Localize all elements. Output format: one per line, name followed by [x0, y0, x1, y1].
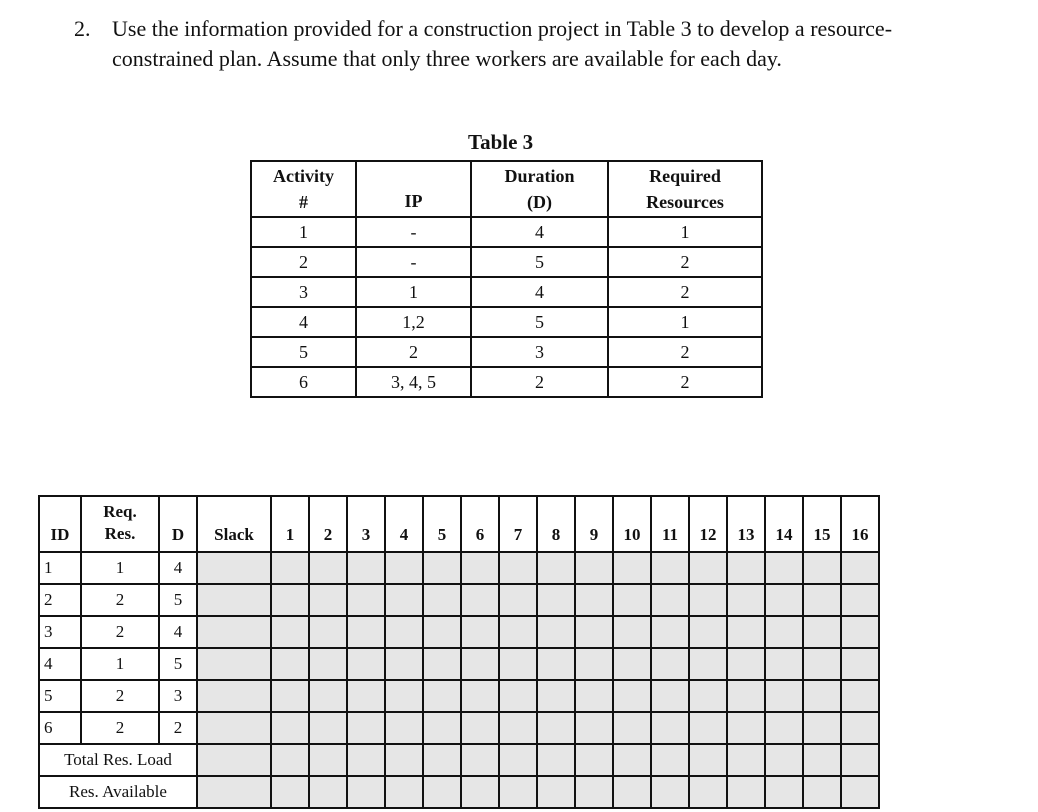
- resources-cell: 2: [608, 367, 762, 397]
- day-cell[interactable]: [803, 552, 841, 584]
- day-cell[interactable]: [309, 680, 347, 712]
- duration-cell: 5: [471, 307, 608, 337]
- day-cell[interactable]: [423, 776, 461, 808]
- day-cell[interactable]: [651, 616, 689, 648]
- resources-cell: 2: [608, 247, 762, 277]
- day-cell[interactable]: [537, 680, 575, 712]
- header-d: D: [159, 496, 197, 552]
- day-cell[interactable]: [613, 680, 651, 712]
- day-cell[interactable]: [727, 744, 765, 776]
- day-cell[interactable]: [309, 648, 347, 680]
- day-cell[interactable]: [575, 776, 613, 808]
- header-resources-line1: Required: [649, 166, 721, 186]
- duration-cell: 2: [471, 367, 608, 397]
- header-day-7: 7: [499, 496, 537, 552]
- day-cell[interactable]: [461, 584, 499, 616]
- day-cell[interactable]: [423, 552, 461, 584]
- total-load-row-label: Total Res. Load: [39, 744, 197, 776]
- header-day-5: 5: [423, 496, 461, 552]
- header-day-13: 13: [727, 496, 765, 552]
- ip-cell: -: [356, 247, 471, 277]
- day-cell[interactable]: [537, 552, 575, 584]
- table3-row: [251, 277, 762, 307]
- day-cell[interactable]: [689, 744, 727, 776]
- day-cell[interactable]: [575, 552, 613, 584]
- slack-cell[interactable]: [197, 584, 271, 616]
- id-cell: 1: [39, 552, 81, 584]
- header-ip-label: IP: [404, 191, 423, 211]
- day-cell[interactable]: [575, 616, 613, 648]
- day-cell[interactable]: [537, 584, 575, 616]
- day-cell[interactable]: [499, 712, 537, 744]
- day-cell[interactable]: [651, 680, 689, 712]
- day-cell[interactable]: [803, 744, 841, 776]
- day-cell[interactable]: [765, 712, 803, 744]
- activity-cell: 5: [251, 337, 356, 367]
- day-cell[interactable]: [651, 744, 689, 776]
- schedule-row: [39, 552, 879, 584]
- day-cell[interactable]: [423, 616, 461, 648]
- day-cell[interactable]: [575, 712, 613, 744]
- table3-row: [251, 217, 762, 247]
- table3-caption: Table 3: [468, 130, 534, 154]
- day-cell[interactable]: [651, 712, 689, 744]
- day-cell[interactable]: [423, 584, 461, 616]
- day-cell[interactable]: [841, 584, 879, 616]
- day-cell[interactable]: [385, 712, 423, 744]
- day-cell[interactable]: [385, 744, 423, 776]
- header-day-1: 1: [271, 496, 309, 552]
- day-cell[interactable]: [841, 680, 879, 712]
- slack-cell[interactable]: [197, 776, 271, 808]
- day-cell[interactable]: [271, 584, 309, 616]
- activity-cell: 4: [251, 307, 356, 337]
- day-cell[interactable]: [651, 776, 689, 808]
- day-cell[interactable]: [841, 616, 879, 648]
- day-cell[interactable]: [499, 680, 537, 712]
- day-cell[interactable]: [765, 584, 803, 616]
- header-day-6: 6: [461, 496, 499, 552]
- header-id: ID: [39, 496, 81, 552]
- day-cell[interactable]: [499, 552, 537, 584]
- day-cell[interactable]: [461, 680, 499, 712]
- day-cell[interactable]: [347, 712, 385, 744]
- day-cell[interactable]: [347, 552, 385, 584]
- day-cell[interactable]: [727, 712, 765, 744]
- day-cell[interactable]: [271, 776, 309, 808]
- slack-cell[interactable]: [197, 648, 271, 680]
- day-cell[interactable]: [461, 552, 499, 584]
- day-cell[interactable]: [347, 616, 385, 648]
- day-cell[interactable]: [271, 648, 309, 680]
- slack-cell[interactable]: [197, 744, 271, 776]
- day-cell[interactable]: [803, 776, 841, 808]
- duration-cell: 4: [159, 552, 197, 584]
- day-cell[interactable]: [537, 776, 575, 808]
- slack-cell[interactable]: [197, 712, 271, 744]
- day-cell[interactable]: [271, 552, 309, 584]
- day-cell[interactable]: [385, 776, 423, 808]
- day-cell[interactable]: [613, 616, 651, 648]
- resources-cell: 2: [608, 337, 762, 367]
- day-cell[interactable]: [385, 552, 423, 584]
- day-cell[interactable]: [651, 584, 689, 616]
- activity-cell: 1: [251, 217, 356, 247]
- day-cell[interactable]: [689, 648, 727, 680]
- req-res-cell: 2: [81, 712, 159, 744]
- day-cell[interactable]: [651, 648, 689, 680]
- header-day-16: 16: [841, 496, 879, 552]
- day-cell[interactable]: [347, 584, 385, 616]
- activity-cell: 2: [251, 247, 356, 277]
- ip-cell: 2: [356, 337, 471, 367]
- day-cell[interactable]: [841, 776, 879, 808]
- req-res-cell: 2: [81, 680, 159, 712]
- duration-cell: 3: [471, 337, 608, 367]
- id-cell: 2: [39, 584, 81, 616]
- header-day-9: 9: [575, 496, 613, 552]
- duration-cell: 4: [471, 217, 608, 247]
- req-res-cell: 2: [81, 584, 159, 616]
- problem-text: Use the information provided for a construction project in Table 3 to develop a resource-constrained plan. Assume that only three workers are available for each day.: [112, 16, 893, 71]
- activity-table: [250, 160, 763, 398]
- total-load-row: [39, 744, 879, 776]
- day-cell[interactable]: [613, 648, 651, 680]
- day-cell[interactable]: [613, 744, 651, 776]
- duration-cell: 4: [471, 277, 608, 307]
- problem-number: 2.: [74, 16, 91, 41]
- resources-cell: 1: [608, 307, 762, 337]
- header-activity-line2: #: [299, 192, 308, 212]
- day-cell[interactable]: [499, 744, 537, 776]
- day-cell[interactable]: [385, 648, 423, 680]
- day-cell[interactable]: [841, 648, 879, 680]
- day-cell[interactable]: [309, 776, 347, 808]
- duration-cell: 5: [159, 648, 197, 680]
- req-res-cell: 1: [81, 552, 159, 584]
- day-cell[interactable]: [803, 616, 841, 648]
- day-cell[interactable]: [271, 744, 309, 776]
- day-cell[interactable]: [537, 744, 575, 776]
- day-cell[interactable]: [689, 552, 727, 584]
- day-cell[interactable]: [689, 584, 727, 616]
- activity-cell: 6: [251, 367, 356, 397]
- header-resources-line2: Resources: [646, 192, 724, 212]
- table3-row: [251, 337, 762, 367]
- schedule-row: [39, 616, 879, 648]
- header-resources: [608, 161, 762, 217]
- day-cell[interactable]: [727, 776, 765, 808]
- header-slack: Slack: [197, 496, 271, 552]
- ip-cell: -: [356, 217, 471, 247]
- duration-cell: 2: [159, 712, 197, 744]
- id-cell: 5: [39, 680, 81, 712]
- day-cell[interactable]: [347, 648, 385, 680]
- header-duration-line1: Duration: [504, 166, 575, 186]
- res-available-row-label: Res. Available: [39, 776, 197, 808]
- ip-cell: 1,2: [356, 307, 471, 337]
- day-cell[interactable]: [461, 648, 499, 680]
- header-day-10: 10: [613, 496, 651, 552]
- header-day-15: 15: [803, 496, 841, 552]
- table3-row: [251, 307, 762, 337]
- schedule-row: [39, 680, 879, 712]
- day-cell[interactable]: [765, 744, 803, 776]
- day-cell[interactable]: [461, 712, 499, 744]
- header-day-11: 11: [651, 496, 689, 552]
- slack-cell[interactable]: [197, 680, 271, 712]
- day-cell[interactable]: [803, 584, 841, 616]
- day-cell[interactable]: [309, 552, 347, 584]
- header-day-14: 14: [765, 496, 803, 552]
- activity-cell: 3: [251, 277, 356, 307]
- slack-cell[interactable]: [197, 552, 271, 584]
- req-res-cell: 1: [81, 648, 159, 680]
- day-cell[interactable]: [309, 712, 347, 744]
- header-req-res: [81, 496, 159, 552]
- day-cell[interactable]: [309, 744, 347, 776]
- day-cell[interactable]: [537, 616, 575, 648]
- day-cell[interactable]: [499, 648, 537, 680]
- day-cell[interactable]: [271, 712, 309, 744]
- day-cell[interactable]: [385, 680, 423, 712]
- id-cell: 6: [39, 712, 81, 744]
- day-cell[interactable]: [461, 776, 499, 808]
- day-cell[interactable]: [423, 680, 461, 712]
- day-cell[interactable]: [613, 584, 651, 616]
- day-cell[interactable]: [347, 744, 385, 776]
- table3-row: [251, 247, 762, 277]
- day-cell[interactable]: [613, 552, 651, 584]
- ip-cell: 3, 4, 5: [356, 367, 471, 397]
- day-cell[interactable]: [461, 744, 499, 776]
- day-cell[interactable]: [765, 648, 803, 680]
- day-cell[interactable]: [841, 712, 879, 744]
- day-cell[interactable]: [765, 552, 803, 584]
- day-cell[interactable]: [385, 616, 423, 648]
- day-cell[interactable]: [841, 744, 879, 776]
- day-cell[interactable]: [575, 744, 613, 776]
- duration-cell: 4: [159, 616, 197, 648]
- day-cell[interactable]: [651, 552, 689, 584]
- day-cell[interactable]: [575, 584, 613, 616]
- day-cell[interactable]: [613, 776, 651, 808]
- day-cell[interactable]: [499, 584, 537, 616]
- day-cell[interactable]: [727, 680, 765, 712]
- id-cell: 3: [39, 616, 81, 648]
- day-cell[interactable]: [689, 712, 727, 744]
- day-cell[interactable]: [727, 552, 765, 584]
- day-cell[interactable]: [575, 648, 613, 680]
- schedule-row: [39, 584, 879, 616]
- header-activity: [251, 161, 356, 217]
- resources-cell: 2: [608, 277, 762, 307]
- req-res-cell: 2: [81, 616, 159, 648]
- day-cell[interactable]: [689, 680, 727, 712]
- day-cell[interactable]: [309, 616, 347, 648]
- day-cell[interactable]: [423, 648, 461, 680]
- day-cell[interactable]: [347, 776, 385, 808]
- day-cell[interactable]: [575, 680, 613, 712]
- day-cell[interactable]: [689, 616, 727, 648]
- day-cell[interactable]: [727, 584, 765, 616]
- day-cell[interactable]: [841, 552, 879, 584]
- day-cell[interactable]: [613, 712, 651, 744]
- day-cell[interactable]: [347, 680, 385, 712]
- schedule-grid: [38, 495, 880, 809]
- day-cell[interactable]: [271, 616, 309, 648]
- day-cell[interactable]: [727, 616, 765, 648]
- day-cell[interactable]: [803, 712, 841, 744]
- header-day-2: 2: [309, 496, 347, 552]
- day-cell[interactable]: [689, 776, 727, 808]
- table3-row: [251, 367, 762, 397]
- header-day-4: 4: [385, 496, 423, 552]
- ip-cell: 1: [356, 277, 471, 307]
- day-cell[interactable]: [803, 648, 841, 680]
- header-day-12: 12: [689, 496, 727, 552]
- header-day-8: 8: [537, 496, 575, 552]
- day-cell[interactable]: [499, 776, 537, 808]
- id-cell: 4: [39, 648, 81, 680]
- slack-cell[interactable]: [197, 616, 271, 648]
- day-cell[interactable]: [765, 680, 803, 712]
- schedule-row: [39, 648, 879, 680]
- day-cell[interactable]: [271, 680, 309, 712]
- day-cell[interactable]: [461, 616, 499, 648]
- resources-cell: 1: [608, 217, 762, 247]
- day-cell[interactable]: [803, 680, 841, 712]
- header-duration-line2: (D): [527, 192, 552, 212]
- res-available-row: [39, 776, 879, 808]
- day-cell[interactable]: [423, 744, 461, 776]
- header-activity-line1: Activity: [273, 166, 334, 186]
- header-day-3: 3: [347, 496, 385, 552]
- day-cell[interactable]: [727, 648, 765, 680]
- day-cell[interactable]: [765, 616, 803, 648]
- duration-cell: 3: [159, 680, 197, 712]
- day-cell[interactable]: [499, 616, 537, 648]
- duration-cell: 5: [471, 247, 608, 277]
- day-cell[interactable]: [385, 584, 423, 616]
- day-cell[interactable]: [537, 712, 575, 744]
- duration-cell: 5: [159, 584, 197, 616]
- schedule-row: [39, 712, 879, 744]
- day-cell[interactable]: [309, 584, 347, 616]
- header-req-line1: Req.: [103, 502, 137, 521]
- day-cell[interactable]: [423, 712, 461, 744]
- day-cell[interactable]: [537, 648, 575, 680]
- header-req-line2: Res.: [104, 524, 136, 543]
- header-duration: [471, 161, 608, 217]
- day-cell[interactable]: [765, 776, 803, 808]
- header-ip: [356, 161, 471, 217]
